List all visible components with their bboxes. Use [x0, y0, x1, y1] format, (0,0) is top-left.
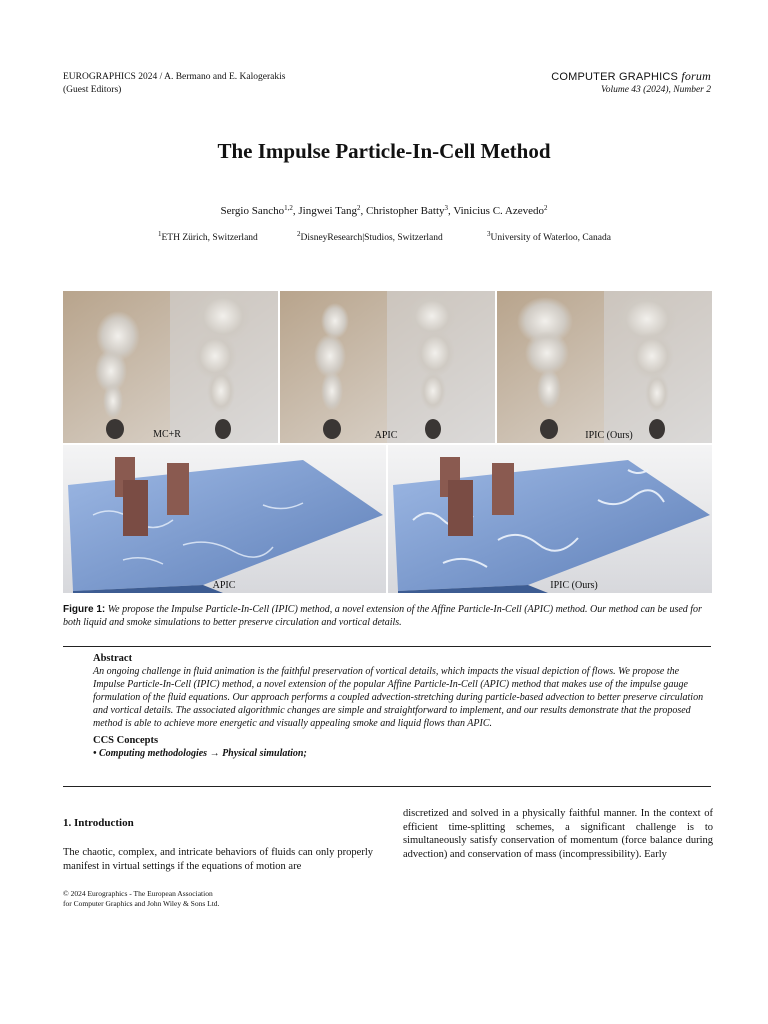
abstract-heading: Abstract [93, 653, 133, 664]
conference-line: EUROGRAPHICS 2024 / A. Bermano and E. Kalogerakis [63, 72, 286, 82]
smoke-render-apic [280, 291, 495, 443]
author: Vinicius C. Azevedo$^2$ [453, 204, 548, 217]
liquid-render-ipic [388, 445, 712, 593]
running-header-left [63, 71, 285, 97]
intro-column-right: discretized and solved in a physically faithful manner. In the context of efficient time-splitting schemes, a significant challenge is to simultaneously satisfy conservation of momentum (force balance during advection) and conservation of mass (incompressibility). Early [403, 808, 713, 860]
author-list: Sergio Sancho$^{1,2}$, Jingwei Tang$^2$, Christopher Batty$^3$, Vinicius C. Azevedo$^2$ [220, 204, 548, 217]
editors-line: (Guest Editors) [63, 85, 122, 95]
author: Jingwei Tang$^2$ [298, 204, 361, 217]
liquid-render-apic [63, 445, 386, 593]
abstract-text: An ongoing challenge in fluid animation is the faithful preservation of vortical details, which impacts the visual depiction of flows. We propose the Impulse Particle-In-Cell (IPIC) method, a novel extension of the popular Affine Particle-In-Cell (APIC) method that makes use of the impulse gauge formulation of the fluid equations. Our approach performs a coupled advection-stretching during particle-based advection to better preserve circulation and vortical details. The associated algorithmic changes are simple and straightforward to implement, and our results demonstrate that the proposed method is able to achieve more energetic and visually appealing smoke and liquid flows than APIC. [93, 666, 704, 729]
smoke-render-mcr [63, 291, 278, 443]
ccs-heading: CCS Concepts [93, 735, 159, 746]
paper-title: The Impulse Particle-In-Cell Method [217, 139, 551, 163]
liquid-label-apic: APIC [212, 580, 236, 591]
liquid-label-ipic: IPIC (Ours) [550, 580, 598, 591]
copyright-notice [63, 889, 219, 909]
volume-line: Volume 43 (2024), Number 2 [600, 85, 711, 95]
copyright-line: for Computer Graphics and John Wiley & Sons Ltd. [63, 899, 220, 908]
affiliation: $^1$ ETH Zürich, Switzerland [158, 230, 258, 243]
section-heading: 1. Introduction [63, 817, 134, 829]
intro-column-left: The chaotic, complex, and intricate behaviors of fluids can only properly manifest in virtual settings if the equations of motion are [63, 847, 373, 872]
running-header-right [551, 70, 711, 97]
abstract-bottom-rule [63, 786, 711, 787]
abstract-top-rule [63, 646, 711, 647]
journal-name: COMPUTER GRAPHICS forum [551, 69, 711, 83]
smoke-label-apic: APIC [374, 430, 398, 441]
smoke-render-ipic [497, 291, 712, 443]
ccs-concepts: • Computing methodologies → Physical simulation; [93, 748, 307, 759]
figure-caption: Figure 1: We propose the Impulse Particle-In-Cell (IPIC) method, a novel extension of the Affine Particle-In-Cell (APIC) method. Our method can be used for both liquid and smoke simulations to better preserve circulation and vortical details. [63, 604, 702, 628]
smoke-label-ipic: IPIC (Ours) [585, 430, 633, 441]
smoke-label-mcr: MC+R [153, 429, 181, 440]
affiliation: $^3$ University of Waterloo, Canada [487, 230, 611, 243]
affiliation: $^2$ DisneyResearch|Studios, Switzerland [297, 230, 443, 243]
author: Christopher Batty$^3$ [365, 204, 449, 217]
author: Sergio Sancho$^{1,2}$ [220, 204, 293, 217]
copyright-line: © 2024 Eurographics - The European Association [63, 889, 213, 898]
abstract-block [93, 652, 713, 760]
